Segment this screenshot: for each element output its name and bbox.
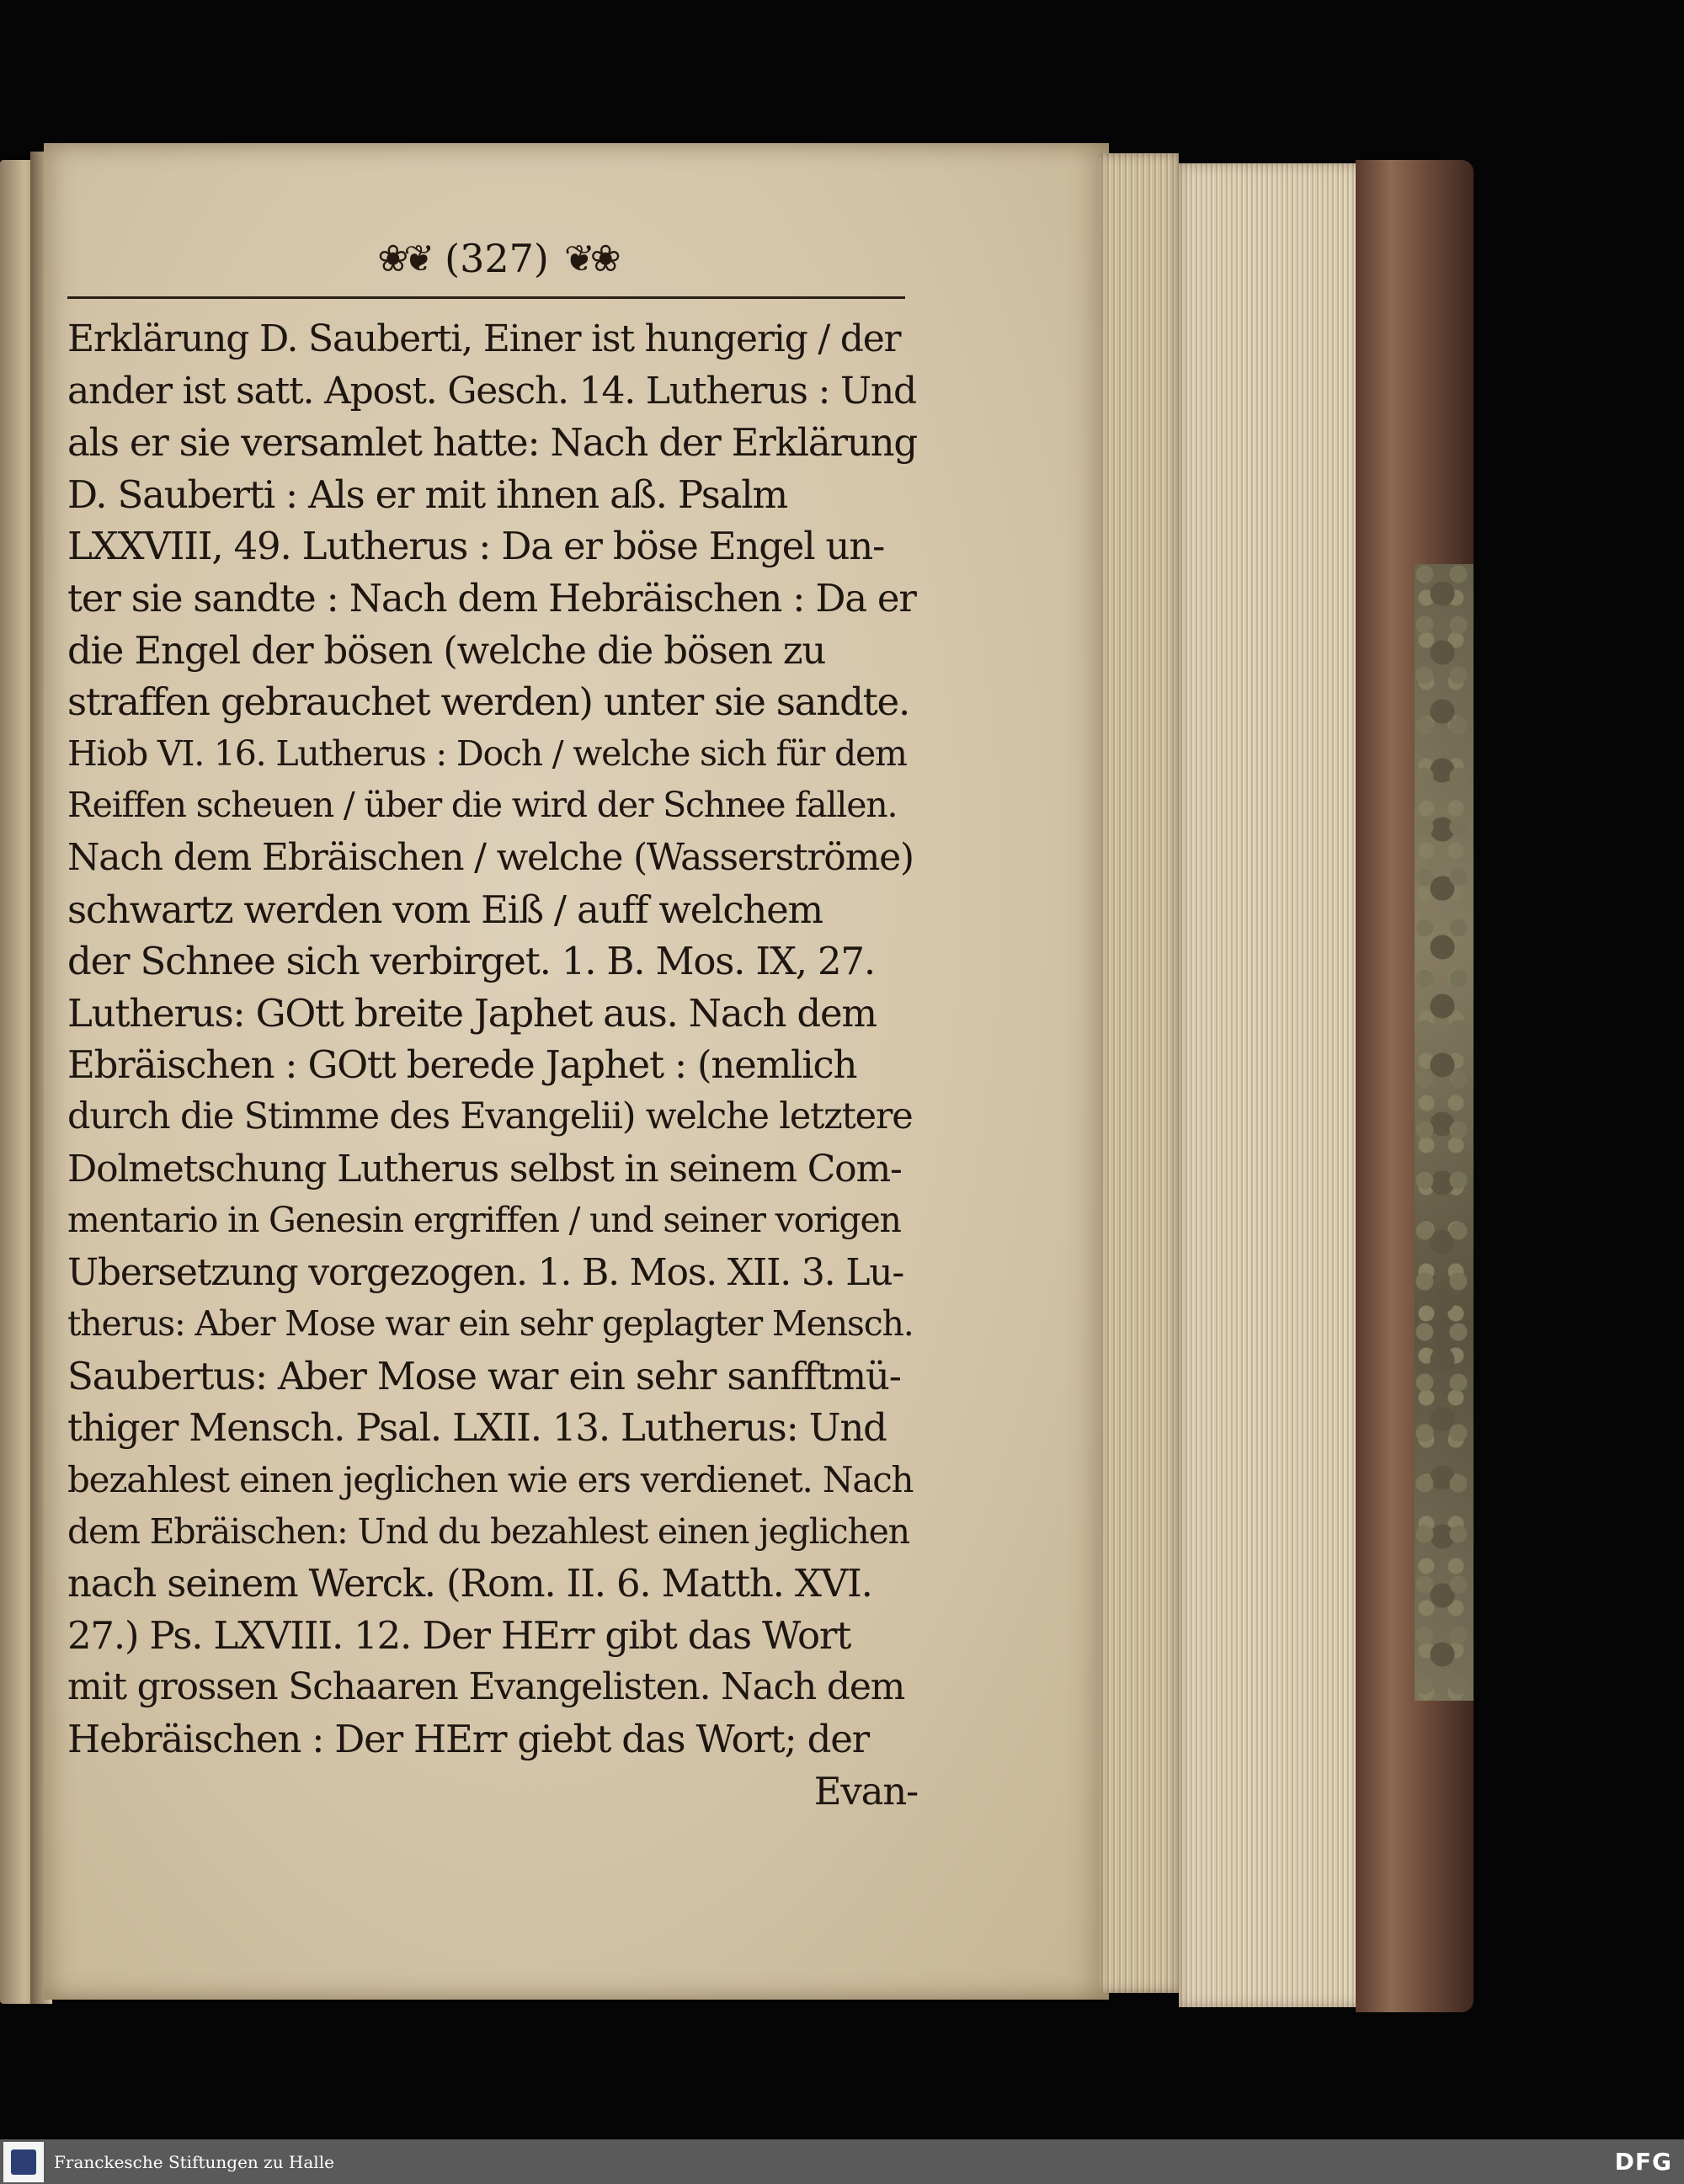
text-line: als er sie versamlet hatte: Nach der Erklärung [67, 420, 918, 466]
text-line: Ubersetzung vorgezogen. 1. B. Mos. XII. 3. Lu- [67, 1250, 904, 1294]
text-line: straffen gebrauchet werden) unter sie sandte. [67, 679, 910, 725]
page-header [320, 229, 674, 288]
page-number: (327) [445, 236, 549, 281]
text-line: LXXVIII, 49. Lutherus : Da er böse Engel un- [67, 524, 885, 569]
text-line: Reiffen scheuen / über die wird der Schnee fallen. [67, 785, 898, 826]
text-line: mit grossen Schaaren Evangelisten. Nach dem [67, 1665, 905, 1709]
text-line: Dolmetschung Lutherus selbst in seinem Com- [67, 1147, 902, 1191]
institution-logo[interactable] [3, 2142, 44, 2182]
body-text [67, 313, 918, 1817]
page-block [1179, 163, 1385, 2007]
text-line: 27.) Ps. LXVIII. 12. Der HErr gibt das Wort [67, 1612, 851, 1658]
dfg-logo[interactable]: DFG [1614, 2148, 1672, 2176]
text-line: mentario in Genesin ergriffen / und seiner vorigen [67, 1200, 901, 1241]
catchword: Evan- [813, 1768, 918, 1814]
header-rule [67, 296, 905, 299]
text-line: der Schnee sich verbirget. 1. B. Mos. IX, 27. [67, 939, 875, 984]
text-line: Lutherus: GOtt breite Japhet aus. Nach dem [67, 990, 877, 1036]
footer-bar [0, 2139, 1684, 2184]
text-line: Ebräischen : GOtt berede Japhet : (nemlich [67, 1042, 857, 1088]
ornament-right-icon: ❦❀ [563, 237, 616, 280]
text-line: bezahlest einen jeglichen wie ers verdienet. Nach [67, 1459, 914, 1501]
text-line: Hiob VI. 16. Lutherus : Doch / welche sich für dem [67, 732, 907, 774]
logo-mark-icon [11, 2149, 36, 2175]
text-line: nach seinem Werck. (Rom. II. 6. Matth. XVI. [67, 1561, 872, 1606]
text-line: Erklärung D. Sauberti, Einer ist hungerig / der [67, 317, 901, 360]
text-line: therus: Aber Mose war ein sehr geplagter Mensch. [67, 1303, 914, 1345]
text-line: die Engel der bösen (welche die bösen zu [67, 627, 826, 673]
text-line: thiger Mensch. Psal. LXII. 13. Lutherus: Und [67, 1405, 887, 1451]
text-line: durch die Stimme des Evangelii) welche letztere [67, 1095, 913, 1137]
text-line: Saubertus: Aber Mose war ein sehr sanfftmü- [67, 1353, 901, 1398]
text-line: Hebräischen : Der HErr giebt das Wort; der [67, 1717, 869, 1762]
text-line: Nach dem Ebräischen / welche (Wasserströme) [67, 835, 914, 879]
marbled-cover [1415, 564, 1474, 1701]
text-line: ander ist satt. Apost. Gesch. 14. Lutherus : Und [67, 369, 916, 413]
institution-name[interactable]: Franckesche Stiftungen zu Halle [54, 2151, 334, 2172]
text-line: schwartz werden vom Eiß / auff welchem [67, 887, 823, 932]
text-line: ter sie sandte : Nach dem Hebräischen : Da er [67, 575, 916, 621]
text-line: D. Sauberti : Als er mit ihnen aß. Psalm [67, 471, 787, 517]
ornament-left-icon: ❀❦ [377, 237, 430, 280]
text-line: dem Ebräischen: Und du bezahlest einen jeglichen [67, 1510, 909, 1552]
page-edges [1099, 153, 1179, 1993]
